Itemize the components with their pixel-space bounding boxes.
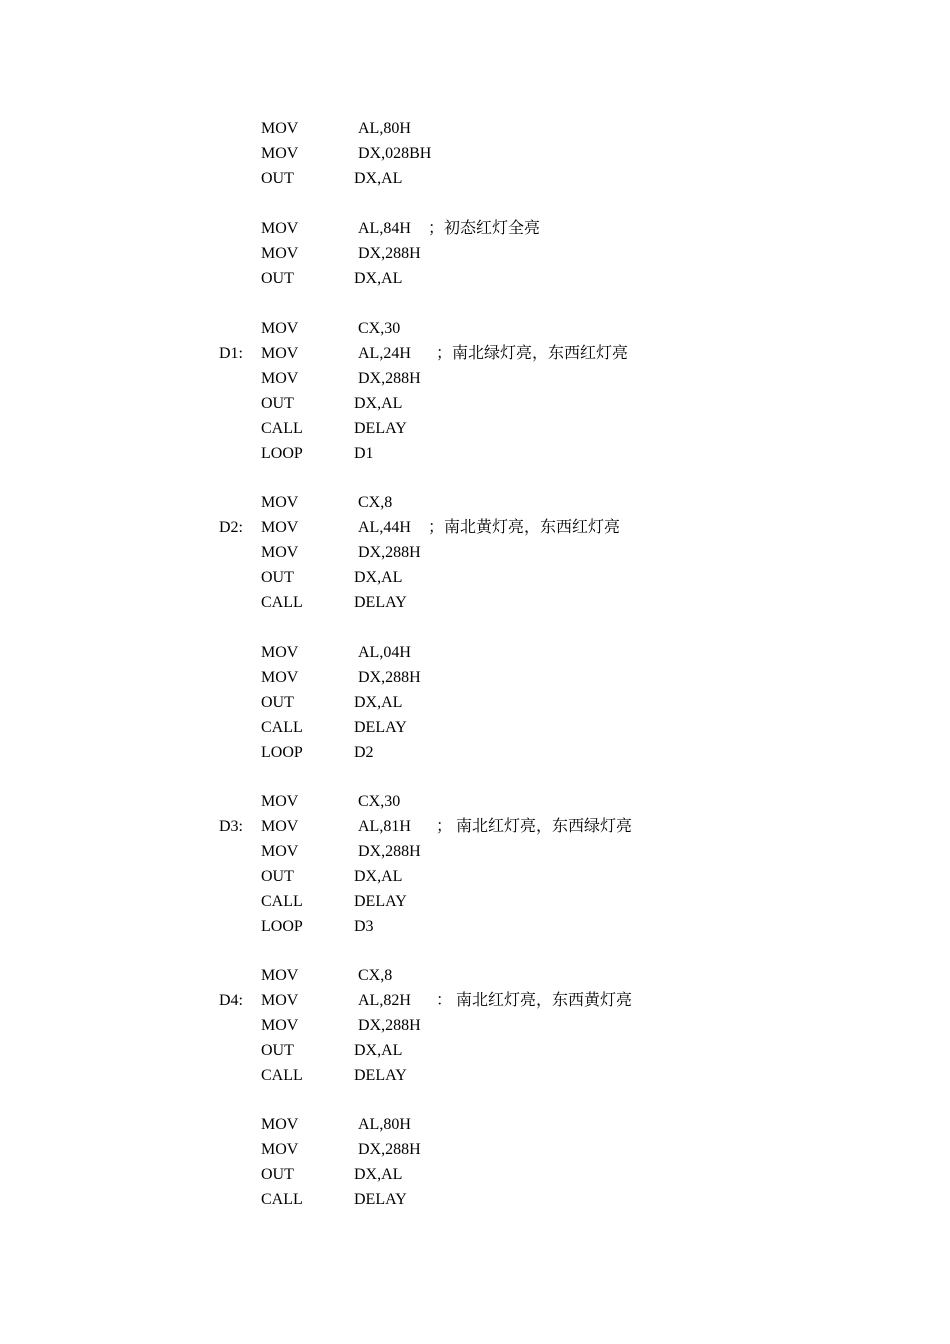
code-label: D2: [219,519,243,536]
code-opcode: CALL [261,420,303,437]
code-operand: AL,80H [358,120,411,137]
code-comment: ；南北绿灯亮，东西红灯亮 [436,345,629,362]
code-opcode: LOOP [261,744,303,761]
code-opcode: MOV [261,345,299,362]
code-operand: AL,81H [358,818,411,835]
code-opcode: CALL [261,1067,303,1084]
code-opcode: MOV [261,544,299,561]
code-operand: DX,028BH [358,145,432,162]
code-opcode: MOV [261,145,299,162]
code-operand: DELAY [354,1191,407,1208]
code-opcode: OUT [261,868,294,885]
code-opcode: MOV [261,245,299,262]
code-comment: ； 南北红灯亮，东西绿灯亮 [436,818,633,835]
code-operand: AL,84H [358,220,411,237]
code-opcode: MOV [261,1116,299,1133]
code-operand: D1 [354,445,374,462]
code-opcode: OUT [261,395,294,412]
code-operand: AL,04H [358,644,411,661]
code-opcode: CALL [261,594,303,611]
code-operand: CX,30 [358,320,401,337]
code-operand: CX,30 [358,793,401,810]
code-opcode: OUT [261,694,294,711]
code-operand: DX,288H [358,843,421,860]
code-opcode: MOV [261,320,299,337]
code-operand: D3 [354,918,374,935]
code-opcode: MOV [261,669,299,686]
code-opcode: OUT [261,170,294,187]
code-operand: DX,288H [358,370,421,387]
code-label: D1: [219,345,243,362]
code-operand: DX,AL [354,1042,403,1059]
code-opcode: LOOP [261,445,303,462]
code-opcode: MOV [261,644,299,661]
code-operand: D2 [354,744,374,761]
code-operand: DX,AL [354,270,403,287]
code-operand: DX,AL [354,170,403,187]
code-operand: AL,24H [358,345,411,362]
code-operand: DX,288H [358,1141,421,1158]
code-operand: DX,AL [354,1166,403,1183]
code-operand: DX,288H [358,245,421,262]
code-operand: DX,288H [358,544,421,561]
code-opcode: CALL [261,719,303,736]
code-operand: AL,44H [358,519,411,536]
code-operand: DELAY [354,893,407,910]
code-opcode: MOV [261,992,299,1009]
code-opcode: MOV [261,793,299,810]
code-label: D3: [219,818,243,835]
code-opcode: MOV [261,843,299,860]
code-opcode: MOV [261,120,299,137]
code-operand: AL,80H [358,1116,411,1133]
code-opcode: MOV [261,1141,299,1158]
code-operand: DELAY [354,420,407,437]
code-opcode: OUT [261,569,294,586]
code-opcode: MOV [261,818,299,835]
code-opcode: MOV [261,1017,299,1034]
code-operand: CX,8 [358,967,393,984]
code-operand: DX,288H [358,669,421,686]
code-operand: DX,AL [354,395,403,412]
code-opcode: MOV [261,494,299,511]
code-operand: CX,8 [358,494,393,511]
code-opcode: OUT [261,270,294,287]
code-operand: DX,AL [354,868,403,885]
code-opcode: MOV [261,519,299,536]
code-opcode: MOV [261,967,299,984]
code-operand: DELAY [354,594,407,611]
code-operand: AL,82H [358,992,411,1009]
code-opcode: MOV [261,370,299,387]
code-label: D4: [219,992,243,1009]
code-operand: DX,288H [358,1017,421,1034]
code-opcode: CALL [261,893,303,910]
code-opcode: MOV [261,220,299,237]
code-opcode: LOOP [261,918,303,935]
code-comment: ；南北黄灯亮，东西红灯亮 [428,519,621,536]
code-opcode: OUT [261,1042,294,1059]
code-operand: DX,AL [354,694,403,711]
code-opcode: OUT [261,1166,294,1183]
code-operand: DELAY [354,1067,407,1084]
code-comment: ： 南北红灯亮，东西黄灯亮 [436,992,633,1009]
code-operand: DELAY [354,719,407,736]
code-comment: ；初态红灯全亮 [428,220,541,237]
code-opcode: CALL [261,1191,303,1208]
code-operand: DX,AL [354,569,403,586]
